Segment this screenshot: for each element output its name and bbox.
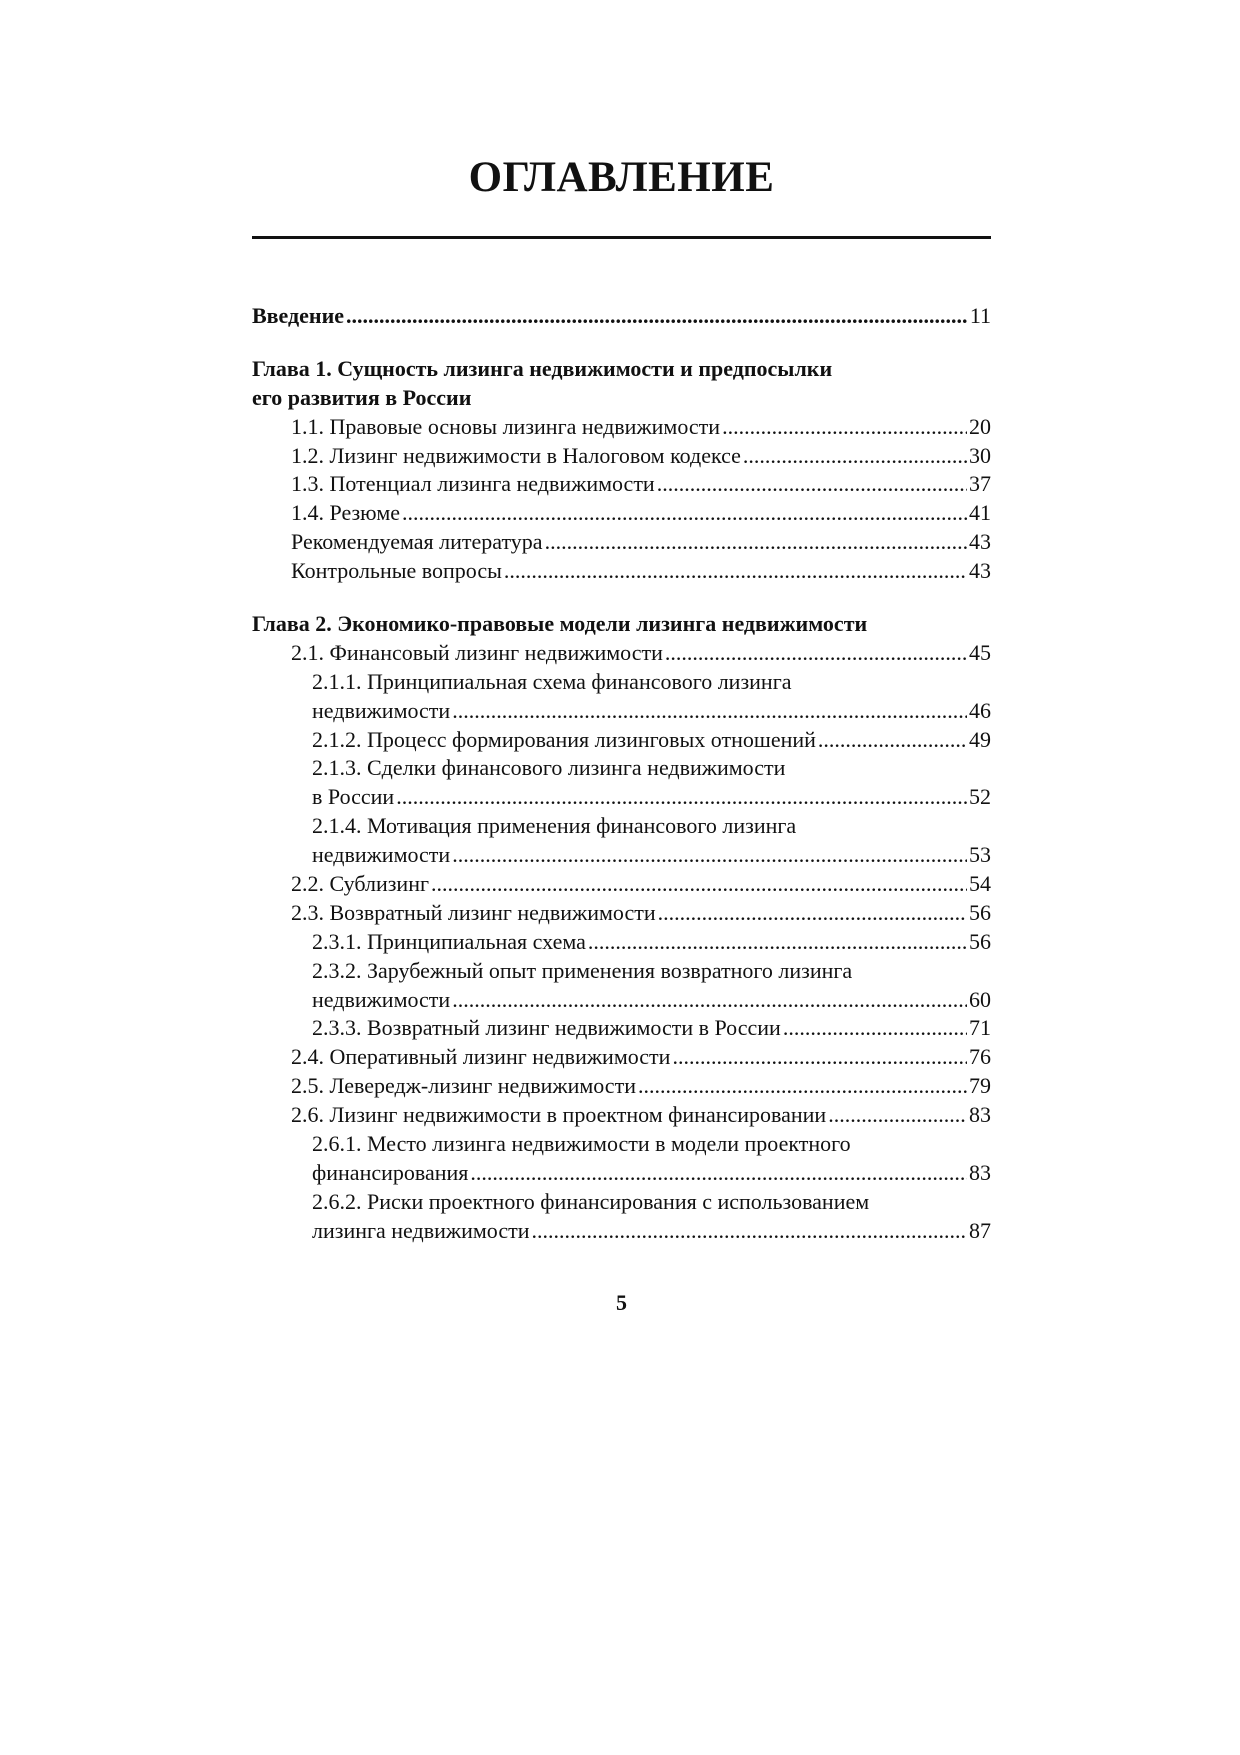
toc-entry-page: 56 [969,928,991,954]
title-underline [252,236,991,239]
toc-entry-page: 43 [969,558,991,584]
chapter-1-title-line-1[interactable]: Глава 1. Сущность лизинга недвижимости и предпосылки [252,355,833,381]
toc-entry-title: финансирования [312,1159,469,1185]
toc-entry-2-1-3-line-2[interactable] [252,783,991,812]
toc-entry-page: 54 [969,871,991,897]
toc-entry-page: 87 [969,1217,991,1243]
table-of-contents [252,302,991,1246]
toc-entry-questions[interactable] [252,557,991,586]
toc-entry-intro[interactable] [252,302,991,331]
toc-entry-title: Введение [252,303,345,328]
toc-entry-page: 46 [969,697,991,723]
toc-entry-title: 2.5. Левередж-лизинг недвижимости [291,1073,636,1099]
toc-entry-title: 1.4. Резюме [291,500,401,526]
toc-entry-2-2[interactable] [252,870,991,899]
dot-leader [545,528,967,557]
toc-entry-title: лизинга недвижимости [312,1217,530,1243]
toc-entry-1-4[interactable] [252,499,991,528]
dot-leader [818,726,967,755]
toc-entry-2-6[interactable] [252,1101,991,1130]
toc-entry-title: 2.3. Возвратный лизинг недвижимости [291,899,656,925]
toc-entry-2-3-1[interactable] [252,928,991,957]
dot-leader [722,413,967,442]
toc-entry-2-1-3-line-1[interactable]: 2.1.3. Сделки финансового лизинга недвижимости [312,755,786,781]
toc-entry-2-6-2-line-1[interactable]: 2.6.2. Риски проектного финансирования с использованием [312,1188,870,1214]
toc-entry-page: 45 [969,639,991,665]
toc-entry-2-3-2-line-2[interactable] [252,986,991,1015]
dot-leader [828,1101,967,1130]
dot-leader [588,928,967,957]
toc-entry-title: 1.3. Потенциал лизинга недвижимости [291,471,655,497]
toc-entry-title: недвижимости [312,697,451,723]
toc-entry-2-1-1-line-2[interactable] [252,697,991,726]
toc-entry-2-1[interactable] [252,639,991,668]
toc-entry-2-3-2-line-1[interactable]: 2.3.2. Зарубежный опыт применения возвратного лизинга [312,957,853,983]
toc-entry-1-1[interactable] [252,413,991,442]
dot-leader [665,639,967,668]
page-number: 5 [616,1290,627,1315]
toc-entry-page: 60 [969,986,991,1012]
toc-entry-2-1-4-line-1[interactable]: 2.1.4. Мотивация применения финансового лизинга [312,813,797,839]
toc-entry-page: 53 [969,842,991,868]
toc-entry-2-5[interactable] [252,1072,991,1101]
toc-entry-page: 56 [969,899,991,925]
toc-entry-title: в России [312,784,395,810]
dot-leader [531,1217,967,1246]
dot-leader [346,302,968,331]
toc-entry-page: 41 [969,500,991,526]
toc-entry-title: 2.4. Оперативный лизинг недвижимости [291,1044,671,1070]
toc-entry-title: недвижимости [312,842,451,868]
toc-entry-2-6-2-line-2[interactable] [252,1217,991,1246]
toc-entry-2-1-1-line-1[interactable]: 2.1.1. Принципиальная схема финансового лизинга [312,668,792,694]
toc-entry-title: Рекомендуемая литература [291,529,543,555]
toc-entry-2-3-3[interactable] [252,1014,991,1043]
toc-entry-title: 2.1. Финансовый лизинг недвижимости [291,639,663,665]
toc-entry-2-3[interactable] [252,899,991,928]
toc-entry-page: 37 [969,471,991,497]
toc-entry-page: 11 [969,303,991,328]
toc-entry-title: Контрольные вопросы [291,558,502,584]
toc-entry-page: 83 [969,1102,991,1128]
toc-entry-literature[interactable] [252,528,991,557]
dot-leader [658,899,967,928]
toc-entry-2-6-1-line-1[interactable]: 2.6.1. Место лизинга недвижимости в модели проектного [312,1131,851,1157]
toc-entry-page: 79 [969,1073,991,1099]
toc-entry-title: 2.6. Лизинг недвижимости в проектном финансировании [291,1102,827,1128]
toc-entry-page: 30 [969,442,991,468]
chapter-2-title[interactable]: Глава 2. Экономико-правовые модели лизинга недвижимости [252,611,868,637]
toc-entry-page: 52 [969,784,991,810]
toc-entry-page: 43 [969,529,991,555]
dot-leader [743,442,967,471]
toc-entry-title: 2.3.1. Принципиальная схема [312,928,586,954]
dot-leader [431,870,967,899]
chapter-1-title-line-2[interactable]: его развития в России [252,384,472,410]
toc-entry-2-6-1-line-2[interactable] [252,1159,991,1188]
toc-entry-2-1-4-line-2[interactable] [252,841,991,870]
dot-leader [396,783,967,812]
dot-leader [470,1159,967,1188]
toc-entry-page: 49 [969,726,991,752]
toc-entry-page: 71 [969,1015,991,1041]
toc-entry-2-4[interactable] [252,1043,991,1072]
page-title: ОГЛАВЛЕНИЕ [468,154,775,201]
toc-entry-title: 2.2. Сублизинг [291,871,429,897]
toc-entry-page: 76 [969,1044,991,1070]
toc-entry-title: 2.3.3. Возвратный лизинг недвижимости в России [312,1015,781,1041]
toc-entry-1-2[interactable] [252,442,991,471]
toc-entry-page: 20 [969,413,991,439]
toc-entry-1-3[interactable] [252,470,991,499]
dot-leader [452,697,967,726]
toc-entry-title: 1.1. Правовые основы лизинга недвижимости [291,413,721,439]
toc-entry-title: 1.2. Лизинг недвижимости в Налоговом кодексе [291,442,741,468]
dot-leader [452,986,967,1015]
dot-leader [657,470,967,499]
dot-leader [504,557,967,586]
dot-leader [783,1014,967,1043]
dot-leader [672,1043,967,1072]
dot-leader [402,499,967,528]
toc-entry-title: 2.1.2. Процесс формирования лизинговых отношений [312,726,816,752]
toc-entry-2-1-2[interactable] [252,726,991,755]
toc-entry-page: 83 [969,1159,991,1185]
dot-leader [638,1072,967,1101]
toc-entry-title: недвижимости [312,986,451,1012]
dot-leader [452,841,967,870]
